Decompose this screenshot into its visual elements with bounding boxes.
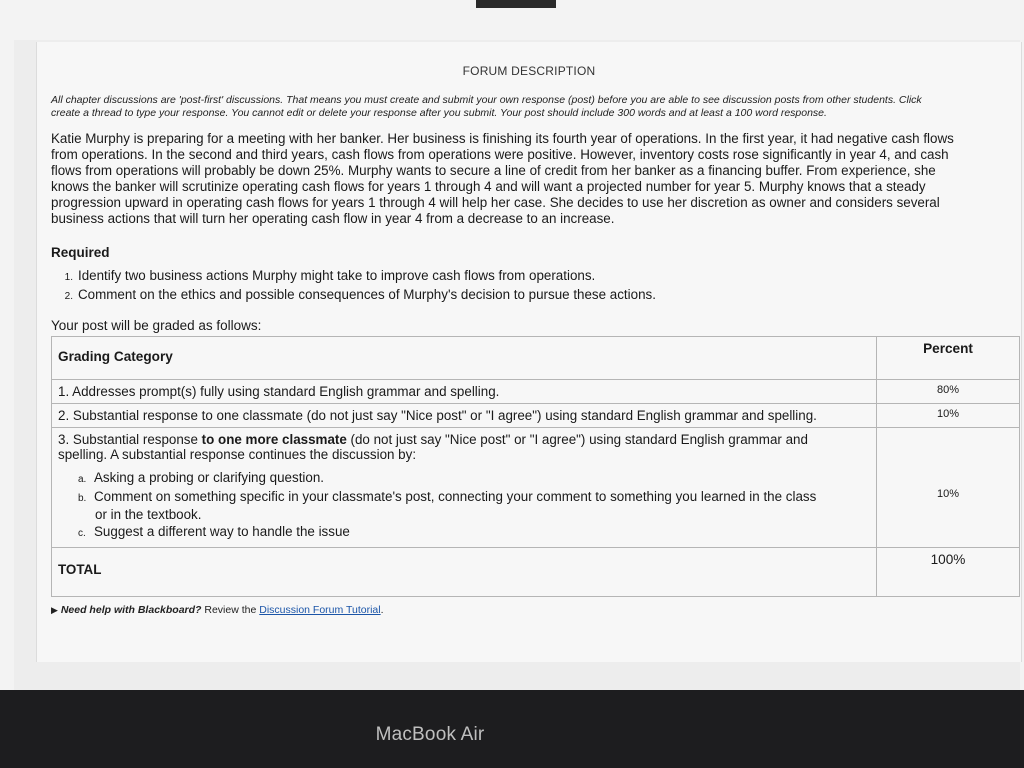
criteria-item (78, 489, 870, 523)
required-item-number: 2. (64, 291, 73, 302)
percent-cell: 10% (877, 428, 1020, 548)
discussion-criteria-list (58, 470, 870, 542)
required-heading: Required (51, 245, 110, 260)
content-panel (14, 40, 1020, 690)
criteria-text: Asking a probing or clarifying question. (94, 470, 325, 485)
scenario-line: business actions that will turn her operating cash flow in year 4 from a decrease to an increase. (51, 211, 615, 226)
row3-bold-text: to one more classmate (201, 432, 347, 447)
scenario-line: flows from operations will probably be down 25%. Murphy wants to secure a line of credit from her banker as a financing buffer. From experience, she (51, 163, 936, 178)
intro-instructions (51, 94, 1001, 120)
required-item-text: Comment on the ethics and possible consequences of Murphy's decision to pursue these actions. (78, 287, 656, 302)
total-row (52, 548, 1020, 597)
grading-row (52, 428, 1020, 548)
required-item (57, 267, 656, 286)
scenario-paragraph (51, 131, 1001, 227)
intro-line: create a thread to type your response. You cannot edit or delete your response after you submit. Your post should include 300 words and at least a 100 word response. (51, 107, 827, 119)
graded-intro: Your post will be graded as follows: (51, 318, 262, 333)
row3-text: (do not just say "Nice post" or "I agree") using standard English grammar and (346, 432, 808, 447)
grading-row (52, 404, 1020, 428)
criteria-text: Comment on something specific in your classmate's post, connecting your comment to something you learned in the class (94, 489, 817, 504)
help-line (51, 604, 384, 616)
required-item-number: 1. (64, 272, 73, 283)
laptop-brand-label: MacBook Air (375, 724, 485, 745)
intro-line: All chapter discussions are 'post-first' discussions. That means you must create and submit your own response (post) before you are able to see discussion posts from other students. Click (51, 94, 922, 106)
grading-row (52, 380, 1020, 404)
total-label: TOTAL (52, 548, 877, 597)
total-percent: 100% (877, 548, 1020, 597)
scenario-line: from operations. In the second and third years, cash flows from operations were positive. However, inventory costs rose significantly in year 4, and cash (51, 147, 949, 162)
scenario-line: progression upward in operating cash flows for years 1 through 4 will help her case. She decides to use her discretion as owner and considers several (51, 195, 940, 210)
row3-intro (58, 432, 870, 447)
percent-cell: 10% (877, 404, 1020, 428)
discussion-forum-tutorial-link[interactable]: Discussion Forum Tutorial (259, 604, 381, 616)
help-bold-text: Need help with Blackboard? (60, 604, 202, 616)
row3-text: 3. Substantial response (58, 432, 202, 447)
help-text: Review the (201, 604, 260, 616)
percent-cell: 80% (877, 380, 1020, 404)
required-item (57, 286, 656, 305)
forum-description-title: FORUM DESCRIPTION (462, 64, 596, 78)
help-end: . (380, 604, 384, 616)
camera-notch (476, 0, 556, 8)
criteria-text: Suggest a different way to handle the issue (94, 524, 350, 539)
criteria-item (78, 524, 870, 542)
required-list (57, 267, 656, 305)
grading-table (51, 336, 1020, 597)
scenario-line: knows the banker will scrutinize operating cash flows for years 1 through 4 and will want a projected number for year 5. Murphy knows that a steady (51, 179, 926, 194)
forum-description-area (36, 42, 1022, 662)
scenario-line: Katie Murphy is preparing for a meeting with her banker. Her business is finishing its fourth year of operations. In the first year, it had negative cash flows (51, 131, 954, 146)
required-item-text: Identify two business actions Murphy might take to improve cash flows from operations. (78, 268, 596, 283)
grading-category-cell: 2. Substantial response to one classmate (do not just say "Nice post" or "I agree") using standard English grammar and spelling. (52, 404, 877, 428)
grading-category-cell (52, 428, 877, 548)
expand-arrow-icon[interactable]: ▶ (51, 605, 58, 615)
criteria-letter: c. (78, 528, 86, 539)
grading-category-header: Grading Category (52, 337, 877, 380)
grading-header-row (52, 337, 1020, 380)
percent-header: Percent (877, 337, 1020, 380)
criteria-letter: a. (78, 474, 87, 485)
criteria-continuation: or in the textbook. (95, 507, 202, 522)
grading-category-cell: 1. Addresses prompt(s) fully using standard English grammar and spelling. (52, 380, 877, 404)
criteria-letter: b. (78, 493, 87, 504)
criteria-item (78, 470, 870, 488)
row3-line2: spelling. A substantial response continues the discussion by: (58, 447, 417, 462)
